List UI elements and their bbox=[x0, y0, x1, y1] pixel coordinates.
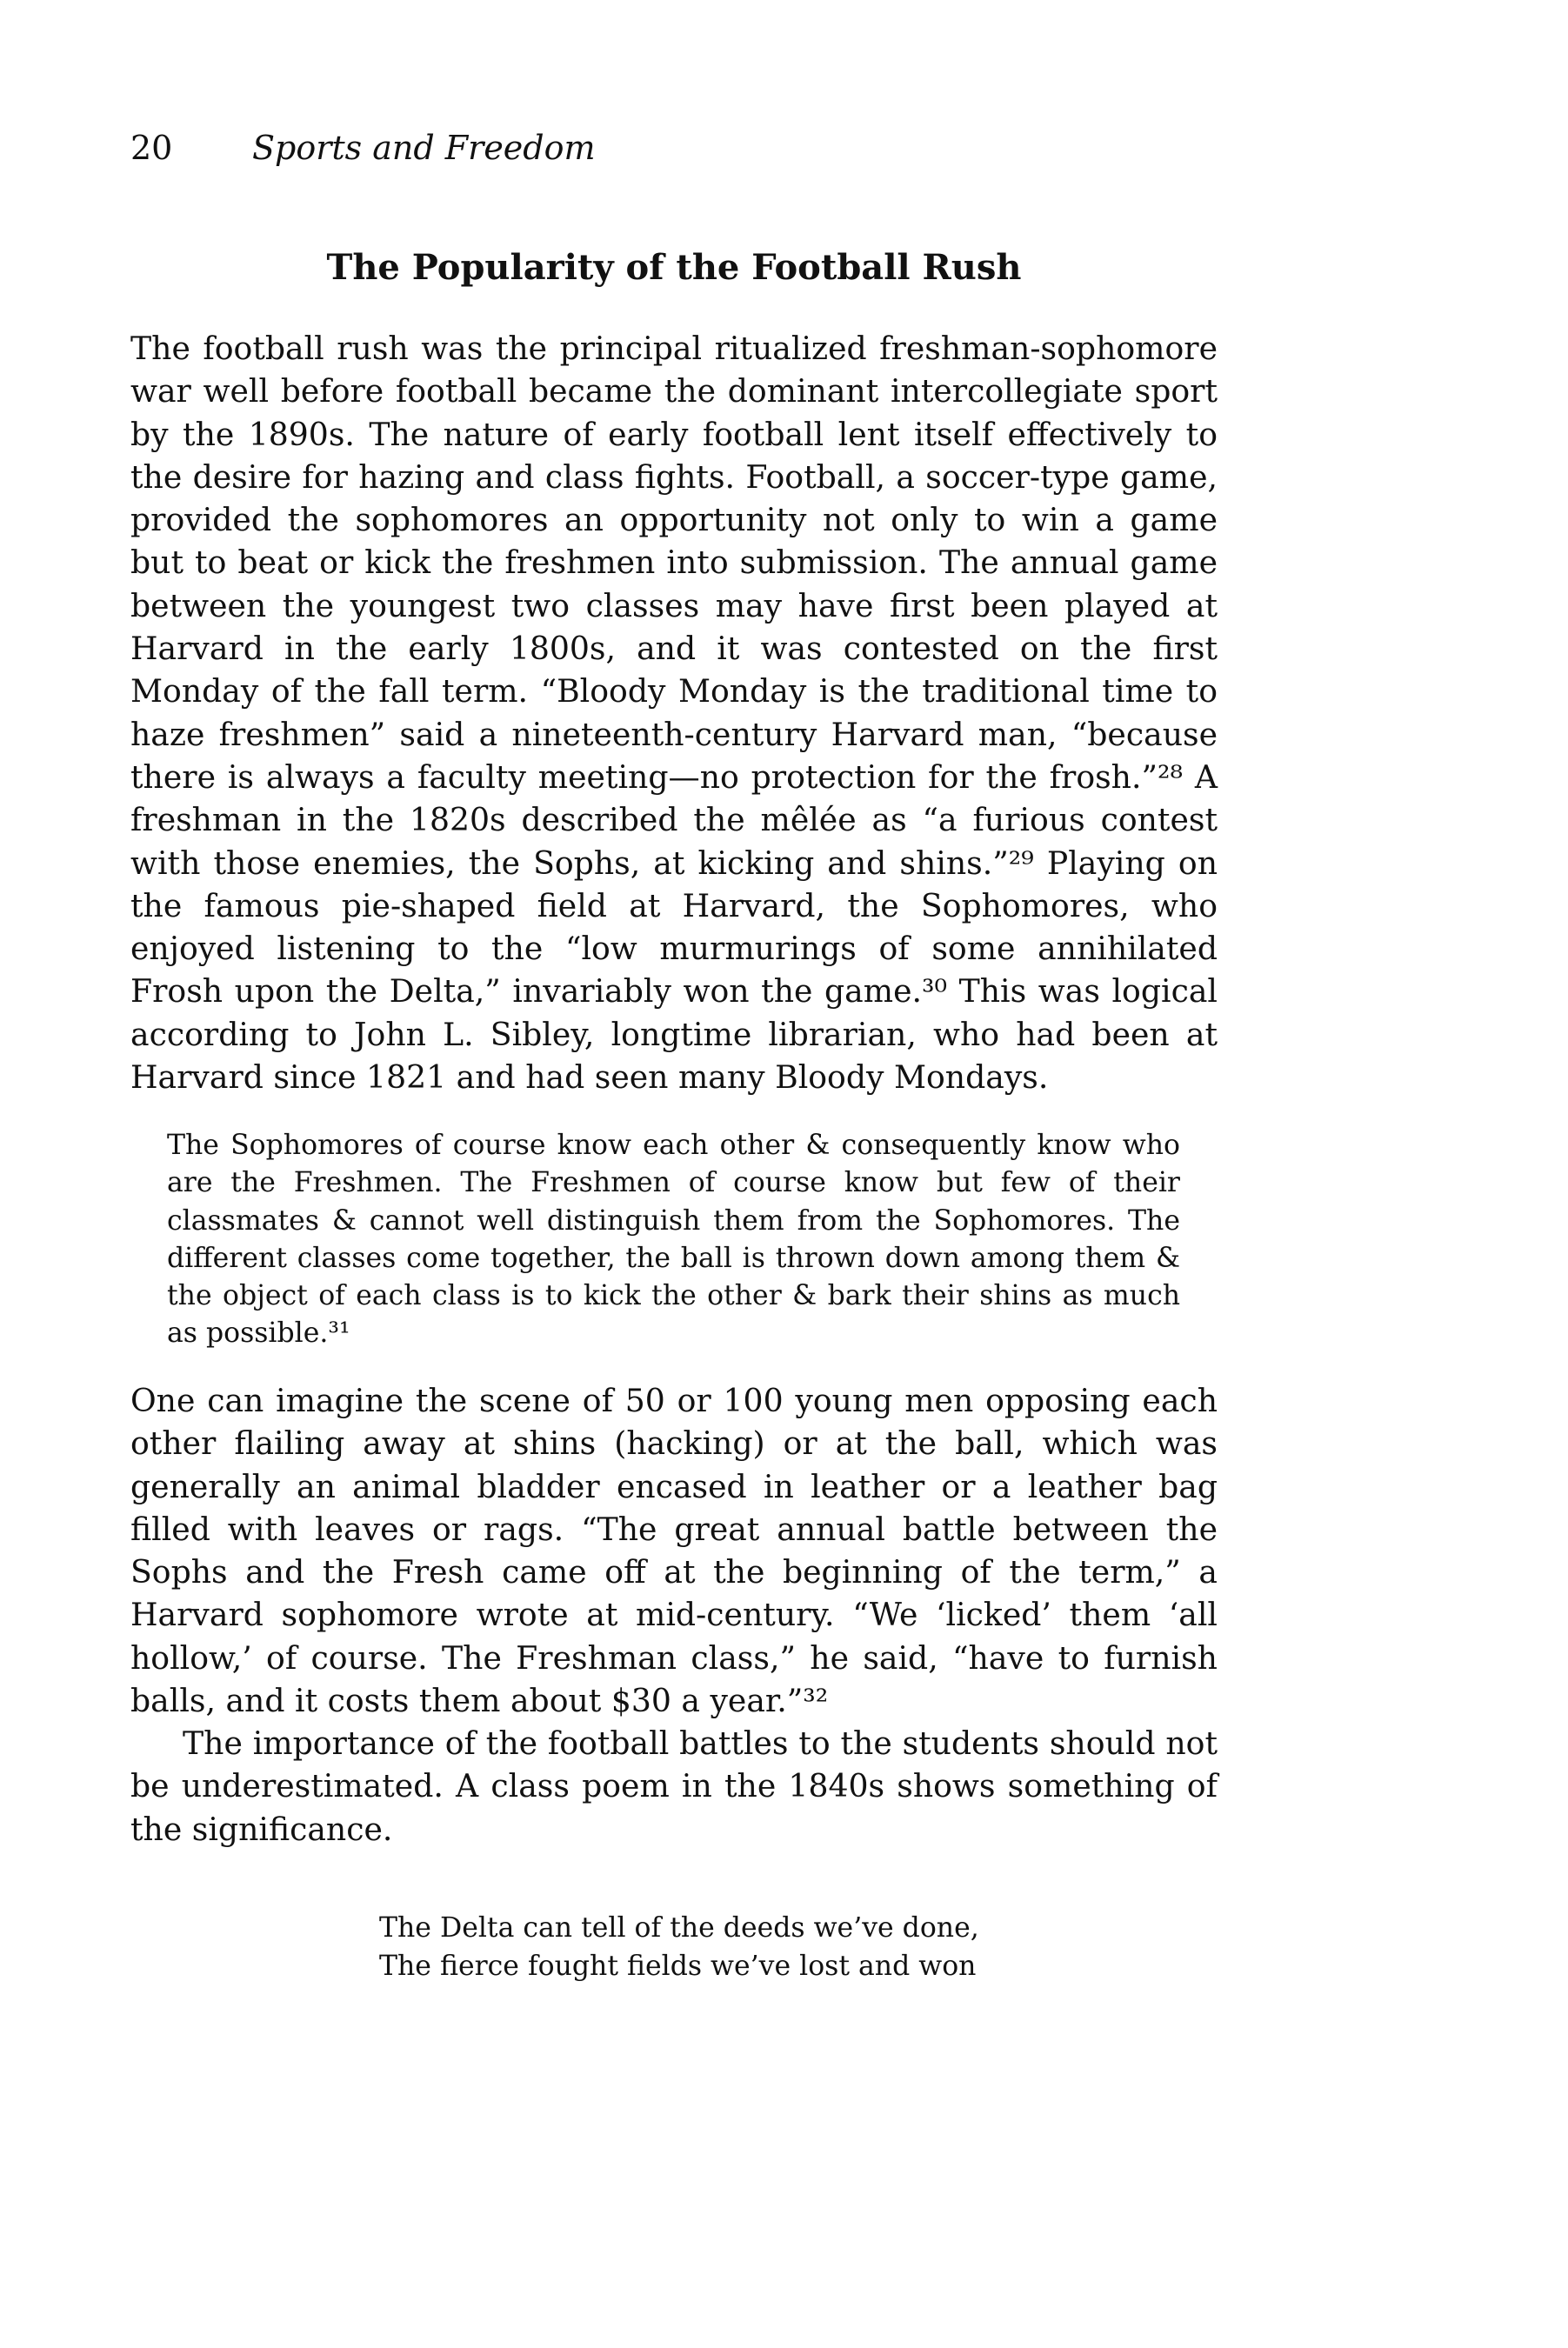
running-head bbox=[130, 122, 1218, 174]
page-number: 20 bbox=[130, 129, 173, 167]
class-poem-verse bbox=[379, 1909, 1162, 1985]
section-heading: The Popularity of the Football Rush bbox=[326, 247, 1022, 288]
book-title: Sports and Freedom bbox=[252, 129, 596, 167]
paragraph-scene: One can imagine the scene of 50 or 100 young men opposing each other flailing away at shins (hacking) or at the ball, which was generally an animal bladder encased in leather or a leather bag filled with leaves or rags. “The great annual battle between the Sophs and the Fresh came off at the beginning of the term,” a Harvard sophomore wrote at mid-century. “We ‘licked’ them ‘all hollow,’ of course. The Freshman class,” he said, “have to furnish balls, and it costs them about $30 a year.”³² bbox=[130, 1382, 1218, 1720]
paragraph-importance: The importance of the football battles to the students should not be underestimated. A class poem in the 1840s shows something of the significance. bbox=[130, 1724, 1218, 1848]
verse-line: The Delta can tell of the deeds we’ve done, bbox=[379, 1912, 979, 1944]
verse-line: The fierce fought fields we’ve lost and won bbox=[379, 1951, 977, 1982]
paragraph-football-rush: The football rush was the principal ritualized freshman-sophomore war well before football became the dominant intercollegiate sport by the 1890s. The nature of early football lent itself effectively to the desire for hazing and class fights. Football, a soccer-type game, provided the sophomores an opportunity not only to win a game but to beat or kick the freshmen into submission. The annual game between the youngest two classes may have first been played at Harvard in the early 1800s, and it was contested on the first Monday of the fall term. “Bloody Monday is the traditional time to haze freshmen” said a nineteenth-century Harvard man, “because there is always a faculty meeting—no protection for the frosh.”²⁸ A freshman in the 1820s described the mêlée as “a furious contest with those enemies, the Sophs, at kicking and shins.”²⁹ Playing on the famous pie-shaped field at Harvard, the Sophomores, who enjoyed listening to the “low murmurings of some annihilated Frosh upon the Delta,” invariably won the game.³⁰ This was logical according to John L. Sibley, longtime librarian, who had been at Harvard since 1821 and had seen many Bloody Mondays. bbox=[130, 330, 1218, 1097]
block-quote-sibley: The Sophomores of course know each other & consequently know who are the Freshmen. The Freshmen of course know but few of their classmates & cannot well distinguish them from the Sophomores. The different classes come together, the ball is thrown down among them & the object of each class is to kick the other & bark their shins as much as possible.³¹ bbox=[167, 1130, 1180, 1350]
